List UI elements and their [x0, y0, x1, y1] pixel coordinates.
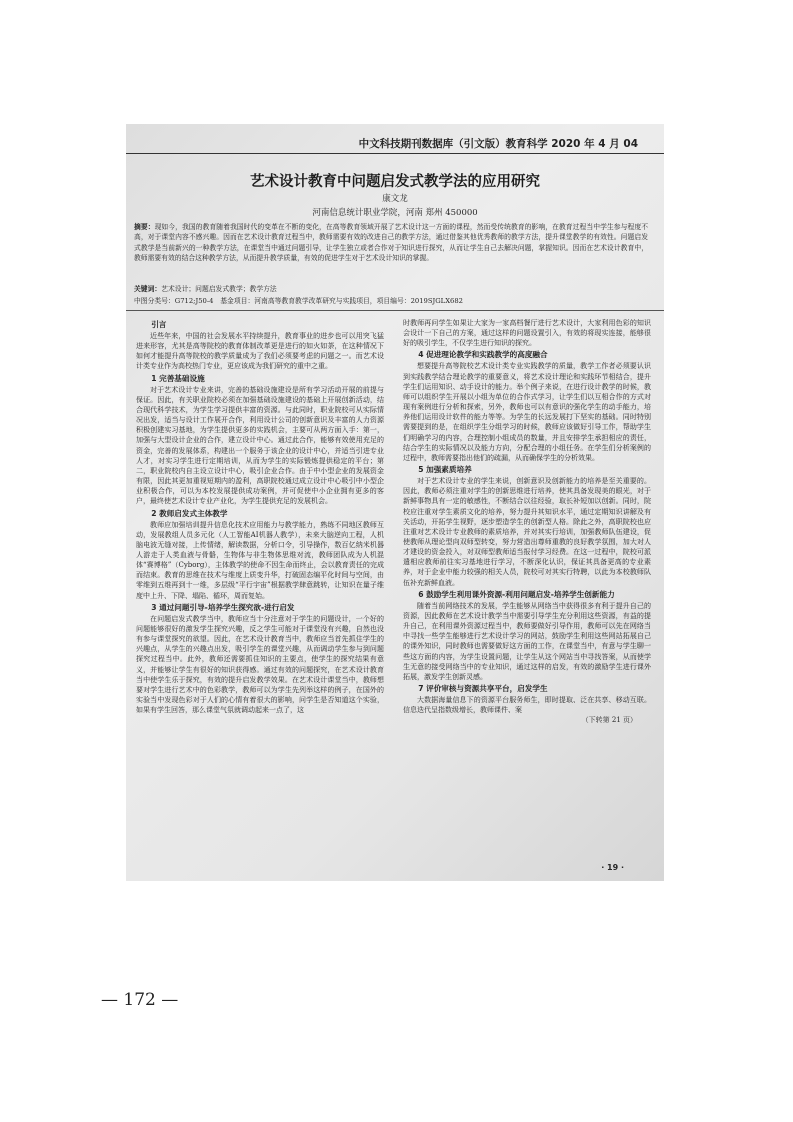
section-1-heading: 1 完善基础设施: [151, 373, 205, 383]
article-affiliation: 河南信息统计职业学院，河南 郑州 450000: [312, 208, 478, 218]
left-column: [136, 318, 384, 715]
right-column: [403, 318, 651, 725]
keywords-text: 艺术设计；问题启发式教学；教学方法: [161, 285, 277, 293]
scanned-journal-page: [126, 124, 664, 881]
keywords-label: 关键词：: [134, 285, 162, 293]
journal-header: [126, 124, 664, 154]
article-title: 艺术设计教育中问题启发式教学法的应用研究: [250, 173, 540, 190]
section-rule: [126, 310, 664, 311]
section-6-text: 随着当前网络技术的发展，学生能够从网络当中获得很多有利于提升自己的资源，因此教师在艺术设计教学当中需要引导学生充分利用这些资源，有益的提升自己，在利用课外资源过程当中，教师要做好引导作用，教师可以先在网络当中寻找一些学生能够进行艺术设计学习的网站，鼓励学生利用这些网站拓展自己的课外知识，同时教师也需要做好这方面的工作，在课堂当中，有意与学生聊一些这方面的内容，为学生设置问题，让学生从这个网站当中寻找答案，从而使学生无意的接受网络当中的专业知识，通过这样的启发，有效的激励学生进行课外拓展，激发学生创新灵感。: [403, 601, 651, 681]
keywords: [134, 283, 648, 293]
journal-header-text: 中文科技期刊数据库（引文版）教育科学 2020 年 4 月 04: [358, 138, 638, 150]
section-7-heading: 7 评价审核与资源共享平台，启发学生: [418, 684, 548, 693]
abstract: [134, 222, 648, 264]
continued-note: （下转第 21 页）: [581, 716, 637, 725]
intro-text: 近些年来，中国的社会发展水平持续提升，教育事业的进步也可以用突飞猛进来形容，尤其是高等院校的教育体制改革更是进行的如火如荼，在这种情况下如何才能提升高等院校的教学质量成为了我们必须要考虑的问题之一。而艺术设计类专业作为高校热门专业，更应该成为我们研究的重中之重。: [136, 332, 384, 371]
abstract-label: 摘要：: [134, 223, 155, 231]
article-author: 康文龙: [382, 194, 408, 204]
section-2-text: 教师应加强培训提升信息化技术应用能力与教学能力，熟练不同地区教师互动，发展教组人员多元化（人工智能AI机器人教学），未来大脑逆向工程，人机脑电波无缝对接，上传情绪，解读数据，分析口令，引导操作，数百亿纳米机器人游走于人类血液与骨骼，生物体与非生物体思维对流，教师团队成为人机混体“赛博格”（Cyborg），主体教学的使命不因生命而终止，会以教育责任的完成而结束。教育的思维在技术与维度上质变升华，打破固态编平化时间与空间，由零维到五维再到十一维，多层级“平行宇宙”根据教学肆意跳转，让知识在量子维度中上升、下降、塌陷、循环，周而复始。: [136, 520, 384, 600]
abstract-text: 现如今，我国的教育随着我国时代的变革在不断的变化，在高等教育领域开展了艺术设计这一方面的课程，然而受传统教育的影响，在教育过程当中学生参与程度不高，对于课堂内容不感兴趣。因而在艺术设计教育过程当中，教师需要有效的改进自己的教学方法，通过借鉴其他优秀教师的教学方法，提升课堂教学的有效性。问题启发式教学是当前新兴的一种教学方法，在课堂当中通过问题引导，让学生独立或者合作对于知识进行探究，从而让学生自己去解决问题，掌握知识。因而在艺术设计教育中，教师需要有效的结合这种教学方法，从而提升教学质量，有效的促进学生对于艺术设计知识的掌握。: [134, 223, 648, 263]
document-page-number: — 172 —: [101, 990, 179, 1010]
section-3-heading: 3 通过问题引导-培养学生探究欲-进行启发: [151, 602, 295, 612]
intro-heading: 引言: [151, 320, 167, 329]
section-4-text: 想要提升高等院校艺术设计类专业实践教学的质量，教学工作者必须要认识到实践教学结合理论教学的重要意义，将艺术设计理论和实践环节相结合，提升学生们运用知识、动手设计的能力。举个例子来说，在进行设计教学的时候，教师可以组织学生开展以小组为单位的合作式学习，让学生们以互相合作的方式对现有案例进行分析和探索，另外，教师也可以有意识的强化学生的动手能力，培养他们运用设计软件的能力等等。为学生的长远发展打下坚实的基础。同时特别需要提到的是，在组织学生分组学习的时候，教师应该做好引导工作，帮助学生们明确学习的内容，合理控制小组成员的数量，并且安排学生承担相应的责任，结合学生的实际情况以及能力方向，分配合理的小组任务。在学生们分析案例的过程中，教师需要指出他们的疏漏，从而确保学生的分析效果。: [403, 362, 651, 462]
section-5-heading: 5 加强素质培养: [418, 465, 472, 475]
header-rule: [126, 153, 664, 154]
journal-page-number: · 19 ·: [601, 863, 624, 872]
section-4-heading: 4 促进理论教学和实践教学的高度融合: [418, 350, 548, 360]
section-6-heading: 6 鼓励学生利用课外资源-利用问题启发-培养学生创新能力: [418, 589, 615, 599]
section-1-text: 对于艺术设计专业来讲，完善的基础设施建设是所有学习活动开展的前提与保证。因此，有关职业院校必须在加强基础设施建设的基础上开展创新活动，结合现代科学技术，为学生学习提供丰富的资源。与此同时，职业院校可从实际情况出发，适当与设计工作展开合作，利用设计公司的创新意识及丰富的人力资源积极创建实习基地，为学生提供更多的实践机会，主要可从两方面入手：第一，加强与大型设计企业的合作，建立设计中心。通过此合作，能够有效使用充足的资金，完善的发展体系，构建出一个服务于该企业的设计中心，并适当引进专业人才，对实习学生进行定期培训，从而为学生的实际锻炼提供稳定的平台；第二，职业院校内自主设立设计中心，吸引企业合作。由于中小型企业的发展资金有限，因此其更加重视短期内的盈利，高职院校通过成立设计中心吸引中小型企业积极合作，可以为本校发展提供成功案例，并可促使中小企业拥有更多的客户，最终使艺术设计专业产业化，为学生提供充足的发展机会。: [136, 385, 384, 506]
section-2-heading: 2 教师启发式主体教学: [151, 508, 228, 518]
section-7-text: 大数据海量信息下的资源平台服务师生，即时提取、泛在共享、移动互联。信息迭代呈指数级增长，教师课件、案: [403, 696, 651, 715]
section-3-text: 在问题启发式教学当中，教师应当十分注意对于学生的问题设计，一个好的问题能够很好的激发学生探究兴趣，反之学生可能对于课堂没有兴趣，自然也没有参与课堂探究的欲望。因此，在艺术设计教育当中，教师应当首先抓住学生的兴趣点，从学生的兴趣点出发，吸引学生的课堂兴趣，从而调动学生参与到问题探究过程当中。此外，教师还需要抓住知识的主要点，使学生的探究结果有意义，并能够让学生有很好的知识获得感。通过有效的问题探究，在艺术设计教育当中使学生乐于探究，有效的提升启发教学效果。在艺术设计课堂当中，教师想要对学生进行艺术中的色彩教学，教师可以为学生先列举这样的例子，在国外的实验当中发现色彩对于人们的心情有着很大的影响，问学生是否知道这个实验，如果有学生回答，那么课堂气氛就调动起来一点了，这: [136, 614, 384, 715]
section-5-text: 对于艺术设计专业的学生来说，创新意识及创新能力的培养是至关重要的。因此，教师必须注重对学生的创新思维进行培养，使其具备发现美的眼光，对于新鲜事物具有一定的敏感性，不断结合以往经验，取长补短加以创新。同时，院校应注重对学生素质文化的培养，努力提升其知识水平，通过定期知识讲解及有关活动，开拓学生视野，逐步塑造学生的创新型人格。除此之外，高职院校也应注重对艺术设计专业教师的素质培养，并对其实行培训，加强教师队伍建设，促使教师从理论型向双师型转变，努力营造出尊师重教的良好教学氛围，加大对人才建设的资金投入，对双师型教师适当报付学习经费。在这一过程中，院校可派遣相应教师前往实习基地进行学习，不断深化认识，保证其具备更高的专业素养，对于企业中能力较强的相关人员，院校可对其实行特聘，以此为本校教师队伍补充新鲜血液。: [403, 477, 651, 587]
classification-line: 中图分类号：G712;J50-4 基金项目：河南高等教育教学改革研究与实践项目，项目编号：2019SJGLX682: [134, 297, 464, 305]
section-3-continuation: 时教师再问学生如果让大家为一家高档餐厅进行艺术设计，大家利用色彩的知识会设计一下自己的方案，通过这样的问题设置引入，有效的将现实连接，能够很好的吸引学生，不仅学生进行知识的探究。: [403, 319, 651, 348]
